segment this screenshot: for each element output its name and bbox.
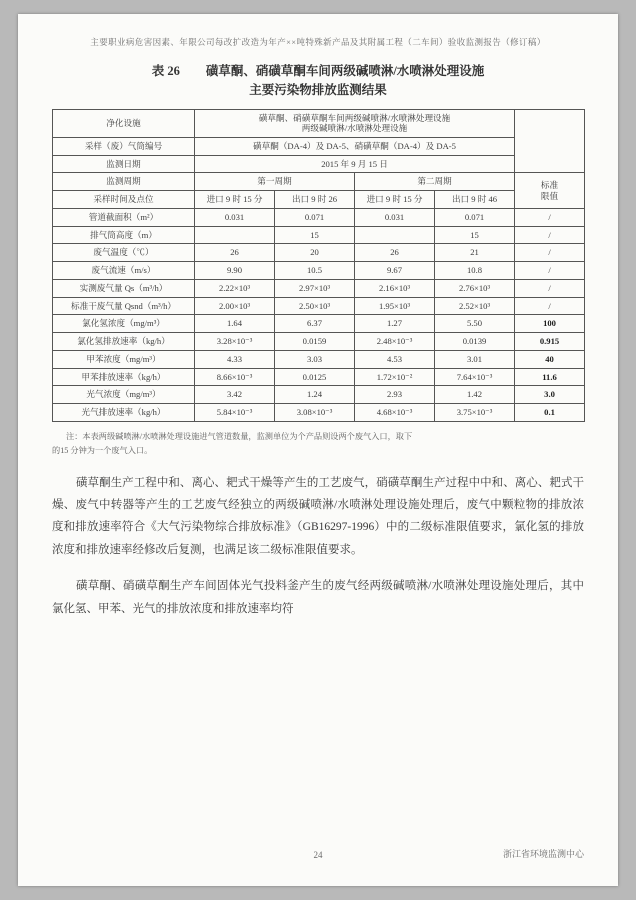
table-row [53, 244, 585, 262]
cell: 0.071 [435, 208, 515, 226]
cell: 4.53 [355, 350, 435, 368]
page-footer [52, 847, 584, 860]
period-1: 第一周期 [195, 173, 355, 191]
std-header-line1: 标准 [540, 179, 559, 190]
cell: 3.01 [435, 350, 515, 368]
table-row [53, 403, 585, 421]
cell: 26 [195, 244, 275, 262]
cell: 3.75×10⁻³ [435, 403, 515, 421]
paragraph-2: 磺草酮、硝磺草酮生产车间固体光气投料釜产生的废气经两级碱喷淋/水喷淋处理设施处理后，其中氯化氢、甲苯、光气的排放浓度和排放速率均符 [52, 580, 584, 615]
page-content [52, 36, 584, 620]
cell: 3.42 [195, 386, 275, 404]
cell-std: 3.0 [515, 386, 585, 404]
table-row [53, 208, 585, 226]
cell: 1.24 [275, 386, 355, 404]
cell: 1.72×10⁻² [355, 368, 435, 386]
cell: 3.08×10⁻³ [275, 403, 355, 421]
row-label: 废气流速（m/s） [53, 262, 195, 280]
table-row [53, 173, 585, 191]
cell: 3.28×10⁻³ [195, 333, 275, 351]
row-value-date: 2015 年 9 月 15 日 [195, 155, 515, 173]
row-label-period: 监测周期 [53, 173, 195, 191]
table-row [53, 350, 585, 368]
table-number: 表 26 [151, 64, 180, 78]
cell: 0.031 [355, 208, 435, 226]
cell [355, 226, 435, 244]
row-label: 标准干废气量 Qsnd（m³/h） [53, 297, 195, 315]
row-label: 甲苯浓度（mg/m³） [53, 350, 195, 368]
sample-time-4: 出口 9 时 46 [435, 191, 515, 209]
cell: 7.64×10⁻³ [435, 368, 515, 386]
std-header-line2: 限值 [540, 190, 559, 201]
cell-std: / [515, 244, 585, 262]
cell-std: 40 [515, 350, 585, 368]
row-label: 氯化氢浓度（mg/m³） [53, 315, 195, 333]
cell: 9.67 [355, 262, 435, 280]
table-caption-line2: 主要污染物排放监测结果 [249, 82, 387, 97]
row-label: 管道截面积（m²） [53, 208, 195, 226]
cell: 9.90 [195, 262, 275, 280]
footer-org: 浙江省环境监测中心 [502, 849, 584, 859]
table-row [53, 279, 585, 297]
cell: 2.52×10³ [435, 297, 515, 315]
table-row [53, 226, 585, 244]
cell [195, 226, 275, 244]
row-label: 光气排放速率（kg/h） [53, 403, 195, 421]
row-label: 氯化氢排放速率（kg/h） [53, 333, 195, 351]
row-label: 废气温度（℃） [53, 244, 195, 262]
cell: 1.64 [195, 315, 275, 333]
row-label-sampling: 采样时间及点位 [53, 191, 195, 209]
row-label-facility: 净化设施 [53, 109, 195, 137]
cell-std: / [515, 279, 585, 297]
sample-time-3: 进口 9 时 15 分 [355, 191, 435, 209]
page-number: 24 [313, 850, 323, 860]
cell: 0.071 [275, 208, 355, 226]
cell: 6.37 [275, 315, 355, 333]
cell: 4.68×10⁻³ [355, 403, 435, 421]
cell: 2.16×10³ [355, 279, 435, 297]
table-row [53, 386, 585, 404]
cell: 2.76×10³ [435, 279, 515, 297]
cell: 1.95×10³ [355, 297, 435, 315]
row-label-date: 监测日期 [53, 155, 195, 173]
cell: 1.27 [355, 315, 435, 333]
row-label-stack-id: 采样（废）气筒编号 [53, 137, 195, 155]
table-row [53, 155, 585, 173]
table-row [53, 297, 585, 315]
cell-std: 0.1 [515, 403, 585, 421]
cell: 8.66×10⁻³ [195, 368, 275, 386]
paragraph-1: 磺草酮生产工程中和、离心、耙式干燥等产生的工艺废气，硝磺草酮生产过程中中和、离心、耙式干燥、废气中转器等产生的工艺废气经独立的两级碱喷淋/水喷淋处理设施处理后，废气中颗粒物的排放浓度和排放速率符合《大气污染物综合排放标准》（GB16297-1996）中的二级标准限值要求，氯化氢的排放浓度和排放速率经修改后复测，也满足该二级标准限值要求。 [52, 476, 584, 556]
table-note-line2: 的15 分钟为一个废气入口。 [52, 445, 153, 455]
cell: 21 [435, 244, 515, 262]
cell: 2.93 [355, 386, 435, 404]
cell-std: / [515, 226, 585, 244]
facility-line2: 两级碱喷淋/水喷淋处理设施 [301, 123, 408, 134]
cell: 1.42 [435, 386, 515, 404]
cell: 2.48×10⁻³ [355, 333, 435, 351]
table-row [53, 368, 585, 386]
table-row [53, 315, 585, 333]
cell: 15 [275, 226, 355, 244]
cell: 26 [355, 244, 435, 262]
cell: 0.0125 [275, 368, 355, 386]
cell-std: / [515, 208, 585, 226]
cell: 10.8 [435, 262, 515, 280]
row-label: 排气筒高度（m） [53, 226, 195, 244]
table-caption-line1: 磺草酮、硝磺草酮车间两级碱喷淋/水喷淋处理设施 [205, 64, 485, 78]
table-caption [52, 62, 584, 100]
facility-line1: 磺草酮、硝磺草酮车间两级碱喷淋/水喷淋处理设施 [258, 112, 451, 123]
cell: 0.031 [195, 208, 275, 226]
table-row [53, 262, 585, 280]
cell-std: 11.6 [515, 368, 585, 386]
row-value-facility [195, 109, 515, 137]
sample-time-1: 进口 9 时 15 分 [195, 191, 275, 209]
document-page [18, 14, 618, 886]
cell: 5.50 [435, 315, 515, 333]
table-row [53, 333, 585, 351]
cell-std: / [515, 297, 585, 315]
cell: 2.00×10³ [195, 297, 275, 315]
cell: 4.33 [195, 350, 275, 368]
cell: 2.50×10³ [275, 297, 355, 315]
row-label: 光气浓度（mg/m³） [53, 386, 195, 404]
cell: 0.0139 [435, 333, 515, 351]
cell: 2.97×10³ [275, 279, 355, 297]
cell: 10.5 [275, 262, 355, 280]
running-header: 主要职业病危害因素、年限公司每改扩改造为年产××吨特殊新产品及其附属工程（二车间）验收监测报告（修订稿） [90, 37, 546, 47]
table-row [53, 137, 585, 155]
sample-time-2: 出口 9 时 26 [275, 191, 355, 209]
cell-std: 100 [515, 315, 585, 333]
period-2: 第二周期 [355, 173, 515, 191]
cell-std: 0.915 [515, 333, 585, 351]
cell: 0.0159 [275, 333, 355, 351]
table-note [52, 430, 584, 458]
table-row [53, 191, 585, 209]
row-value-stack-id: 磺草酮（DA-4）及 DA-5、硝磺草酮（DA-4）及 DA-5 [195, 137, 515, 155]
cell: 20 [275, 244, 355, 262]
table-row [53, 109, 585, 137]
row-label: 实测废气量 Qs（m³/h） [53, 279, 195, 297]
std-merged-blank [515, 109, 585, 173]
cell: 2.22×10³ [195, 279, 275, 297]
emissions-table [52, 109, 585, 422]
std-limit-header [515, 173, 585, 208]
row-label: 甲苯排放速率（kg/h） [53, 368, 195, 386]
cell: 15 [435, 226, 515, 244]
table-note-line1: 注：本表两级碱喷淋/水喷淋处理设施进气管道数量，监测单位为个产品则设两个废气入口，取下 [66, 431, 413, 441]
cell: 5.84×10⁻³ [195, 403, 275, 421]
cell: 3.03 [275, 350, 355, 368]
cell-std: / [515, 262, 585, 280]
